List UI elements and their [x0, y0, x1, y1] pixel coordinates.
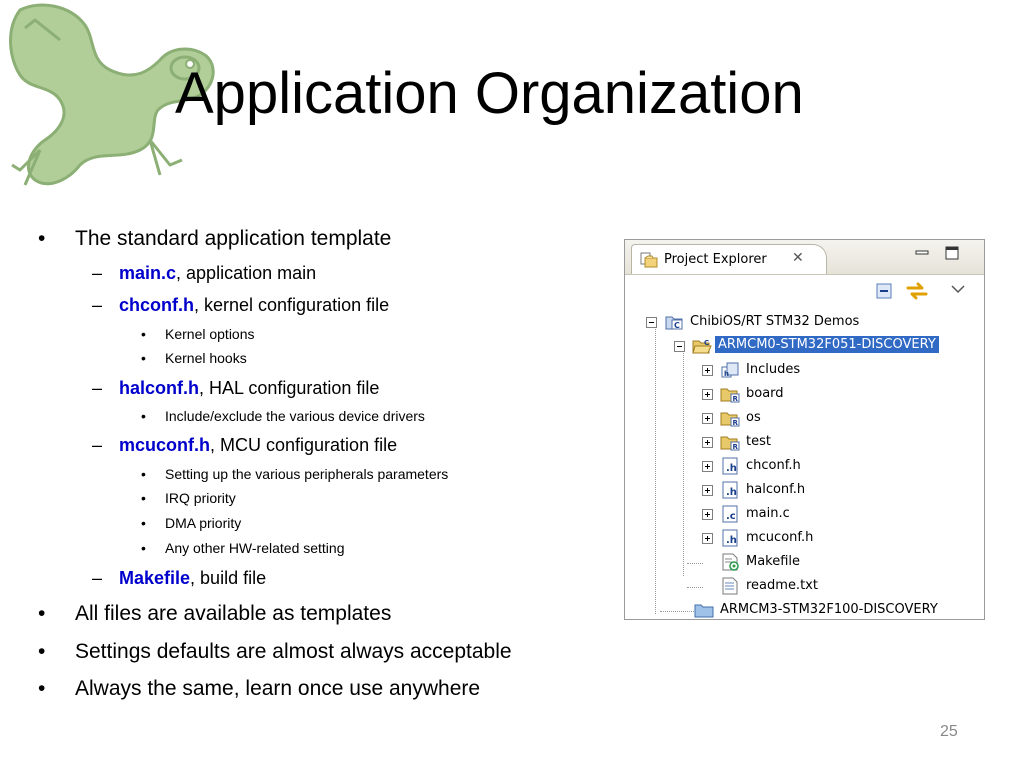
linked-folder-icon [720, 385, 740, 403]
h-file-icon [720, 457, 740, 475]
tree-node-label: halconf.h [746, 482, 806, 497]
bullet-text: Kernel hooks [165, 350, 247, 366]
expand-toggle[interactable] [702, 365, 713, 376]
tab-project-explorer[interactable] [631, 244, 827, 274]
bullet-marker: – [92, 295, 103, 315]
linked-folder-icon [720, 409, 740, 427]
tree-guide-line [660, 611, 696, 612]
bullet-marker: • [38, 602, 46, 625]
bullet-marker: • [141, 515, 146, 531]
expand-toggle[interactable] [702, 485, 713, 496]
tree-node-label: mcuconf.h [746, 530, 814, 545]
includes-icon [720, 361, 740, 379]
bullet-marker: • [141, 540, 146, 556]
tree-guide-line [655, 322, 656, 614]
svg-text:R: R [732, 419, 738, 427]
linked-folder-icon [720, 433, 740, 451]
bullet-text: , application main [176, 263, 317, 283]
bullet-marker: • [38, 640, 46, 663]
tree-node-label: ARMCM0-STM32F051-DISCOVERY [715, 336, 939, 353]
svg-text:R: R [732, 443, 738, 451]
h-file-icon [720, 481, 740, 499]
close-icon[interactable]: ✕ [792, 250, 804, 266]
bullet-text: All files are available as templates [75, 602, 392, 625]
tree-node-label: board [746, 386, 784, 401]
bullet-text: Any other HW-related setting [165, 540, 345, 556]
svg-text:R: R [732, 395, 738, 403]
makefile-icon [720, 553, 740, 571]
project-explorer-icon [640, 251, 658, 269]
folder-icon [694, 601, 714, 619]
view-toolbar [625, 275, 984, 307]
expand-toggle[interactable] [702, 413, 713, 424]
bullet-marker: – [92, 568, 103, 588]
svg-text:.h: .h [726, 487, 737, 498]
tree-node-label: ChibiOS/RT STM32 Demos [690, 314, 860, 329]
svg-text:C: C [704, 339, 710, 347]
bullet-text: , MCU configuration file [210, 435, 398, 455]
bullet-marker: • [38, 677, 46, 700]
bullet-text: , kernel configuration file [194, 295, 390, 315]
file-keyword: Makefile [119, 568, 191, 588]
link-with-editor-icon[interactable] [905, 281, 929, 301]
page-number: 25 [940, 723, 958, 740]
tree-node-label: main.c [746, 506, 790, 521]
open-folder-icon [692, 337, 712, 355]
expand-toggle[interactable] [702, 461, 713, 472]
svg-text:h: h [724, 370, 729, 378]
tree-node-label: os [746, 410, 761, 425]
tree-node-label: ARMCM3-STM32F100-DISCOVERY [720, 602, 938, 617]
expand-toggle[interactable] [702, 509, 713, 520]
bullet-text: DMA priority [165, 515, 242, 531]
bullet-marker: • [141, 466, 146, 482]
bullet-text: Kernel options [165, 326, 255, 342]
bullet-marker: • [38, 227, 46, 250]
bullet-marker: • [141, 490, 146, 506]
tree-node-label: Includes [746, 362, 801, 377]
bullet-marker: – [92, 435, 103, 455]
bullet-text: Settings defaults are almost always acceptable [75, 640, 512, 663]
bullet-text: Always the same, learn once use anywhere [75, 677, 481, 700]
file-keyword: mcuconf.h [119, 435, 211, 455]
h-file-icon [720, 529, 740, 547]
tab-label: Project Explorer [664, 252, 767, 267]
project-tree [625, 308, 984, 620]
view-tab-bar [625, 240, 984, 275]
svg-text:C: C [674, 321, 680, 330]
file-keyword: main.c [119, 263, 177, 283]
view-menu-icon[interactable] [951, 284, 965, 294]
collapse-all-icon[interactable] [875, 282, 893, 300]
bullet-text: , build file [190, 568, 267, 588]
bullet-marker: – [92, 263, 103, 283]
c-file-icon [720, 505, 740, 523]
expand-toggle[interactable] [702, 389, 713, 400]
tree-guide-line [687, 587, 703, 588]
bullet-text: The standard application template [75, 227, 392, 250]
file-keyword: chconf.h [119, 295, 194, 315]
text-file-icon [720, 577, 740, 595]
bullet-marker: • [141, 326, 146, 342]
svg-text:.h: .h [726, 535, 737, 546]
minimize-icon[interactable] [915, 246, 929, 260]
expand-toggle[interactable] [702, 533, 713, 544]
maximize-icon[interactable] [945, 246, 959, 260]
tree-node-label: Makefile [746, 554, 801, 569]
bullet-marker: – [92, 378, 103, 398]
bullet-text: , HAL configuration file [199, 378, 380, 398]
svg-text:.c: .c [726, 511, 736, 522]
bullet-marker: • [141, 350, 146, 366]
bullet-marker: • [141, 408, 146, 424]
tree-node-label: readme.txt [746, 578, 818, 593]
bullet-text: IRQ priority [165, 490, 236, 506]
bullet-text: Include/exclude the various device drivers [165, 408, 425, 424]
tree-guide-line [687, 563, 703, 564]
tree-guide-line [683, 346, 684, 576]
tree-node-label: chconf.h [746, 458, 801, 473]
expand-toggle[interactable] [702, 437, 713, 448]
slide-title: Application Organization [175, 61, 804, 126]
collapse-toggle[interactable] [674, 341, 685, 352]
tree-node-label: test [746, 434, 771, 449]
project-explorer-panel [624, 239, 985, 620]
project-icon [664, 313, 684, 331]
file-keyword: halconf.h [119, 378, 199, 398]
bullet-text: Setting up the various peripherals parameters [165, 466, 449, 482]
collapse-toggle[interactable] [646, 317, 657, 328]
svg-text:.h: .h [726, 463, 737, 474]
